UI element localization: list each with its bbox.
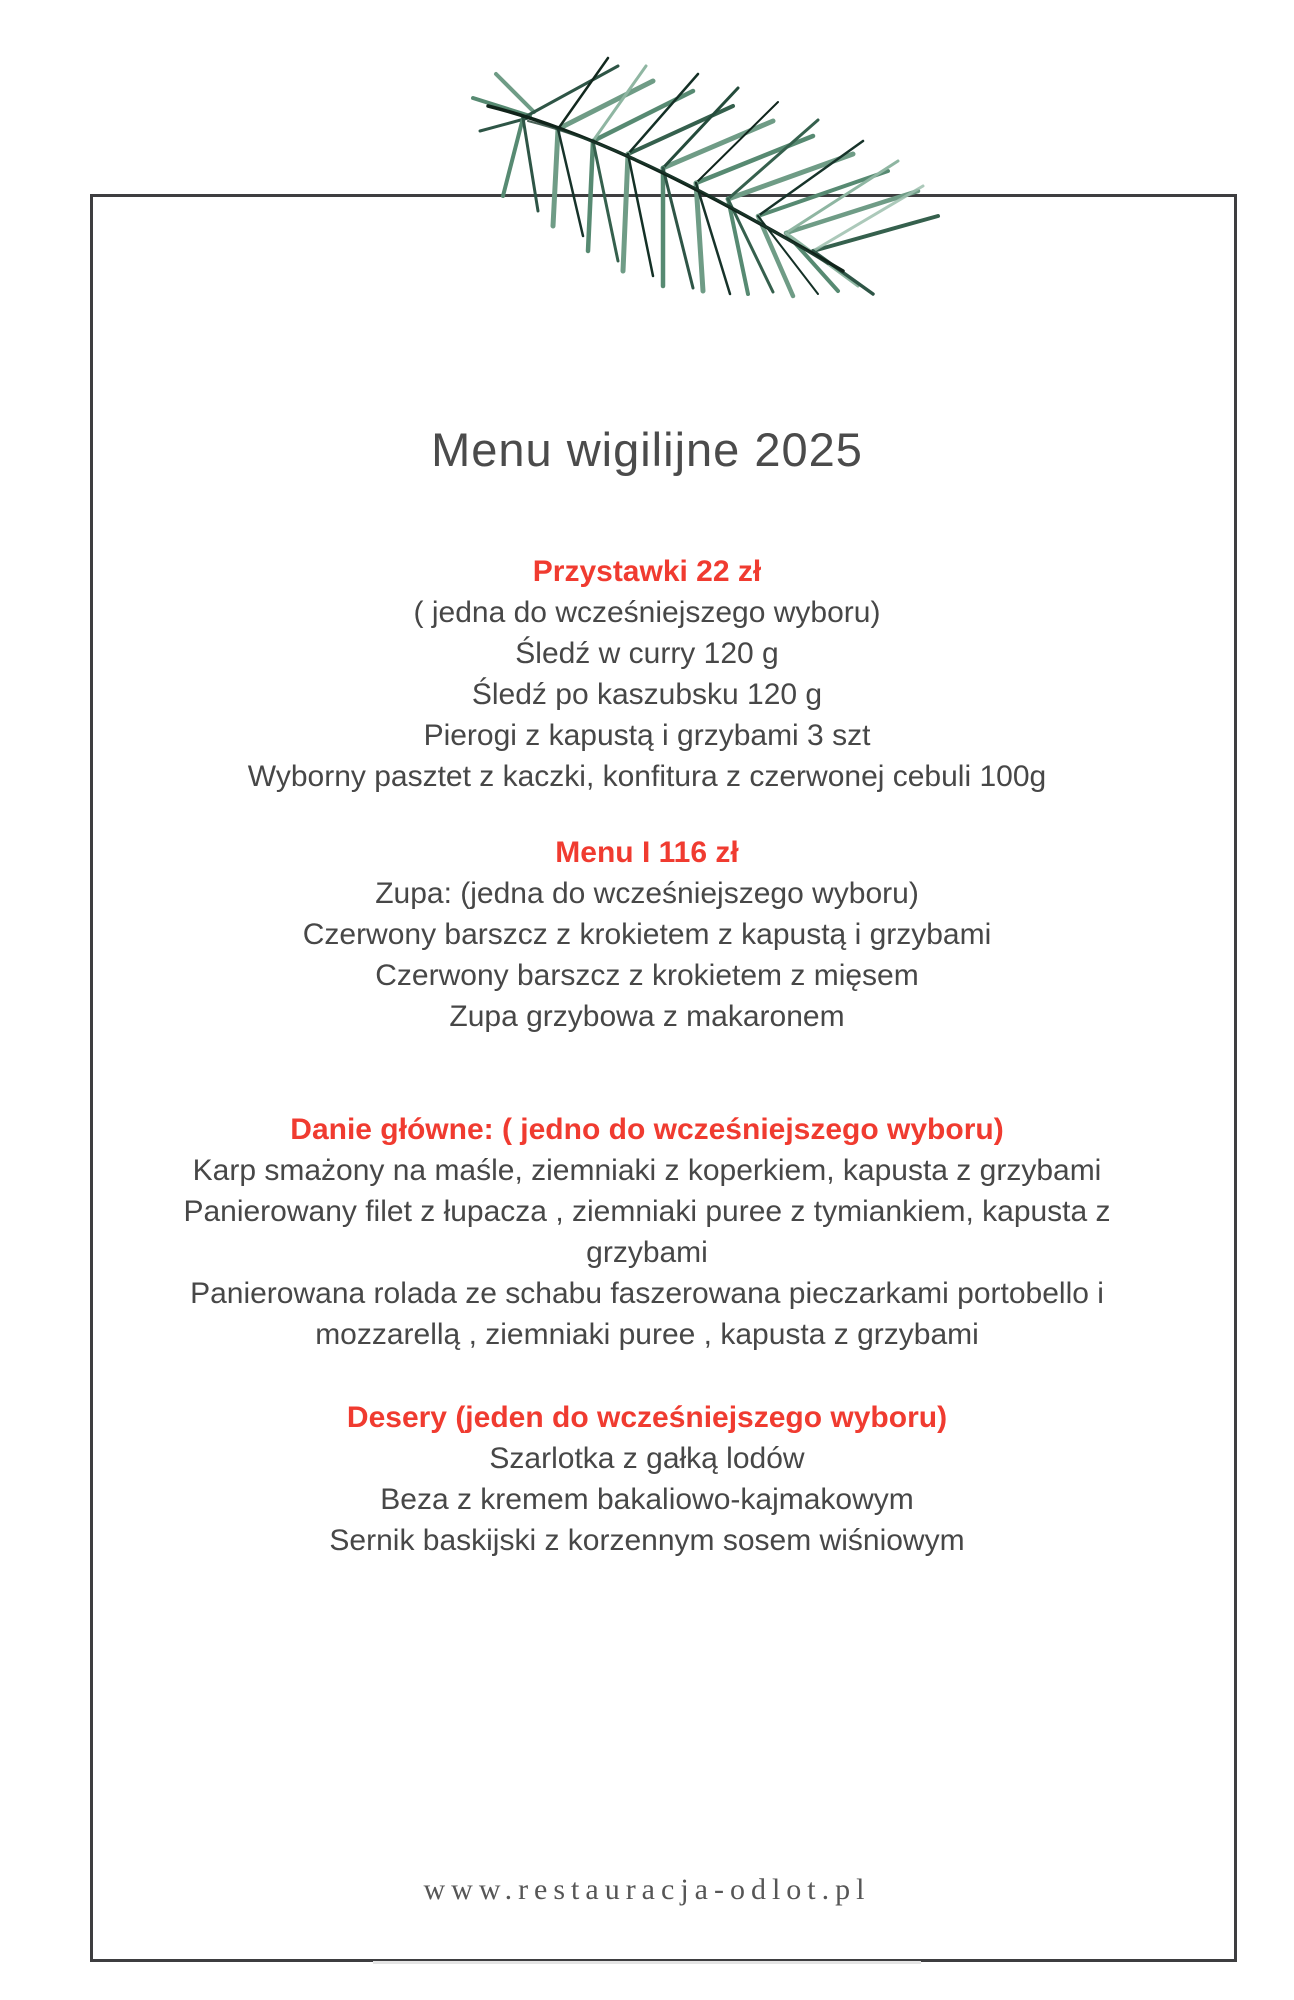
menu-item-line: Szarlotka z gałką lodów <box>489 1442 805 1475</box>
section-desery <box>157 1397 1137 1561</box>
menu-item-line: Panierowany filet z łupacza , ziemniaki puree z tymiankiem, kapusta z <box>183 1195 1111 1228</box>
menu-item-line: Czerwony barszcz z krokietem z mięsem <box>375 959 919 992</box>
menu-item-line: Wyborny pasztet z kaczki, konfitura z czerwonej cebuli 100g <box>247 760 1047 793</box>
menu-item-line: ( jedna do wcześniejszego wyboru) <box>413 596 881 629</box>
menu-item-line: Karp smażony na maśle, ziemniaki z koperkiem, kapusta z grzybami <box>192 1154 1102 1187</box>
section-menu-1 <box>157 832 1137 1037</box>
page-title: Menu wigilijne 2025 <box>431 423 863 476</box>
menu-item-line: Śledź po kaszubsku 120 g <box>471 678 823 711</box>
section-heading: Danie główne: ( jedno do wcześniejszego wyboru) <box>290 1113 1004 1146</box>
section-heading: Menu I 116 zł <box>555 836 739 869</box>
menu-item-line: grzybami <box>586 1236 708 1269</box>
menu-item-line: Panierowana rolada ze schabu faszerowana pieczarkami portobello i <box>190 1277 1104 1310</box>
menu-item-line: Sernik baskijski z korzennym sosem wiśniowym <box>329 1524 965 1557</box>
pine-branch-illustration <box>468 36 958 301</box>
menu-item-line: Beza z kremem bakaliowo-kajmakowym <box>380 1483 914 1516</box>
menu-item-line: Zupa grzybowa z makaronem <box>449 1000 845 1033</box>
bottom-border-cover <box>373 1961 921 1981</box>
menu-item-line: Czerwony barszcz z krokietem z kapustą i grzybami <box>302 918 992 951</box>
menu-item-line: Zupa: (jedna do wcześniejszego wyboru) <box>375 877 919 910</box>
menu-item-line: Śledź w curry 120 g <box>515 637 779 670</box>
section-heading: Desery (jeden do wcześniejszego wyboru) <box>346 1401 948 1434</box>
section-heading: Przystawki 22 zł <box>532 555 762 588</box>
menu-item-line: mozzarellą , ziemniaki puree , kapusta z grzybami <box>315 1318 979 1351</box>
website-url: www.restauracja-odlot.pl <box>423 1873 871 1906</box>
menu-item-line: Pierogi z kapustą i grzybami 3 szt <box>423 719 871 752</box>
section-przystawki <box>157 551 1137 797</box>
section-danie-glowne <box>157 1109 1137 1355</box>
